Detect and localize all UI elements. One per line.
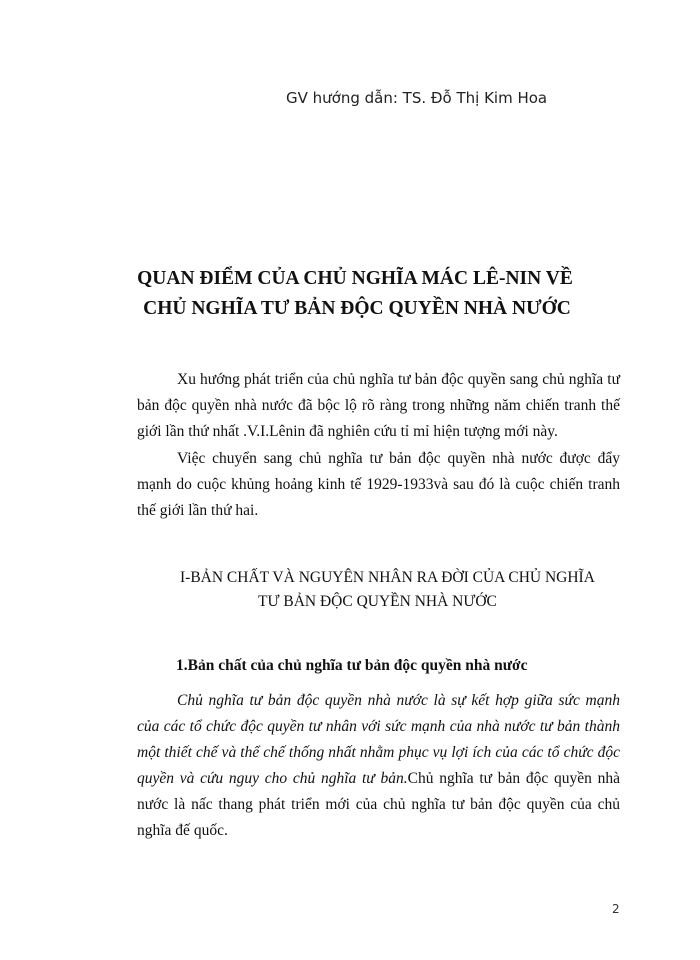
definition-normal-text: Chủ nghĩa tư bản độc quyền nhà nước là nấc thang phát triển mới của chủ nghĩa tư bản độc quyền của chủ nghĩa đế quốc. xyxy=(137,770,620,839)
definition-paragraph xyxy=(137,688,620,844)
intro-paragraph-2-text: Việc chuyển sang chủ nghĩa tư bản độc quyền nhà nước được đẩy mạnh do cuộc khủng hoảng kinh tế 1929-1933và sau đó là cuộc chiến tranh thế giới lần thứ hai. xyxy=(137,450,620,519)
section-heading-line-1: I-BẢN CHẤT VÀ NGUYÊN NHÂN RA ĐỜI CỦA CHỦ NGHĨA xyxy=(180,569,595,586)
title-line-1: QUAN ĐIỂM CỦA CHỦ NGHĨA MÁC LÊ-NIN VỀ xyxy=(137,268,573,289)
intro-paragraph-1-text: Xu hướng phát triển của chủ nghĩa tư bản độc quyền sang chủ nghĩa tư bản độc quyền nhà nước đã bộc lộ rõ ràng trong những năm chiến tranh thế giới lần thứ nhất .V.I.Lênin đã nghiên cứu tỉ mỉ hiện tượng mới này. xyxy=(137,371,620,440)
title-line-2: CHỦ NGHĨA TƯ BẢN ĐỘC QUYỀN NHÀ NƯỚC xyxy=(143,298,571,319)
subsection-heading: 1.Bản chất của chủ nghĩa tư bản độc quyền nhà nước xyxy=(176,657,528,674)
advisor-line: GV hướng dẫn: TS. Đỗ Thị Kim Hoa xyxy=(286,89,548,107)
section-heading-line-2: TƯ BẢN ĐỘC QUYỀN NHÀ NƯỚC xyxy=(258,593,497,610)
intro-paragraph-1 xyxy=(137,367,620,445)
section-heading xyxy=(0,566,700,614)
definition-italic-text: Chủ nghĩa tư bản độc quyền nhà nước là sự kết hợp giữa sức mạnh của các tổ chức độc quyền tư nhân với sức mạnh của nhà nước tư bản thành một thiết chế và thể chế thống nhất nhằm phục vụ lợi ích của các tổ chức độc quyền và cứu nguy cho chủ nghĩa tư bản. xyxy=(137,692,620,787)
intro-paragraph-2 xyxy=(137,446,620,524)
page-number: 2 xyxy=(612,902,620,916)
document-title xyxy=(0,264,700,324)
